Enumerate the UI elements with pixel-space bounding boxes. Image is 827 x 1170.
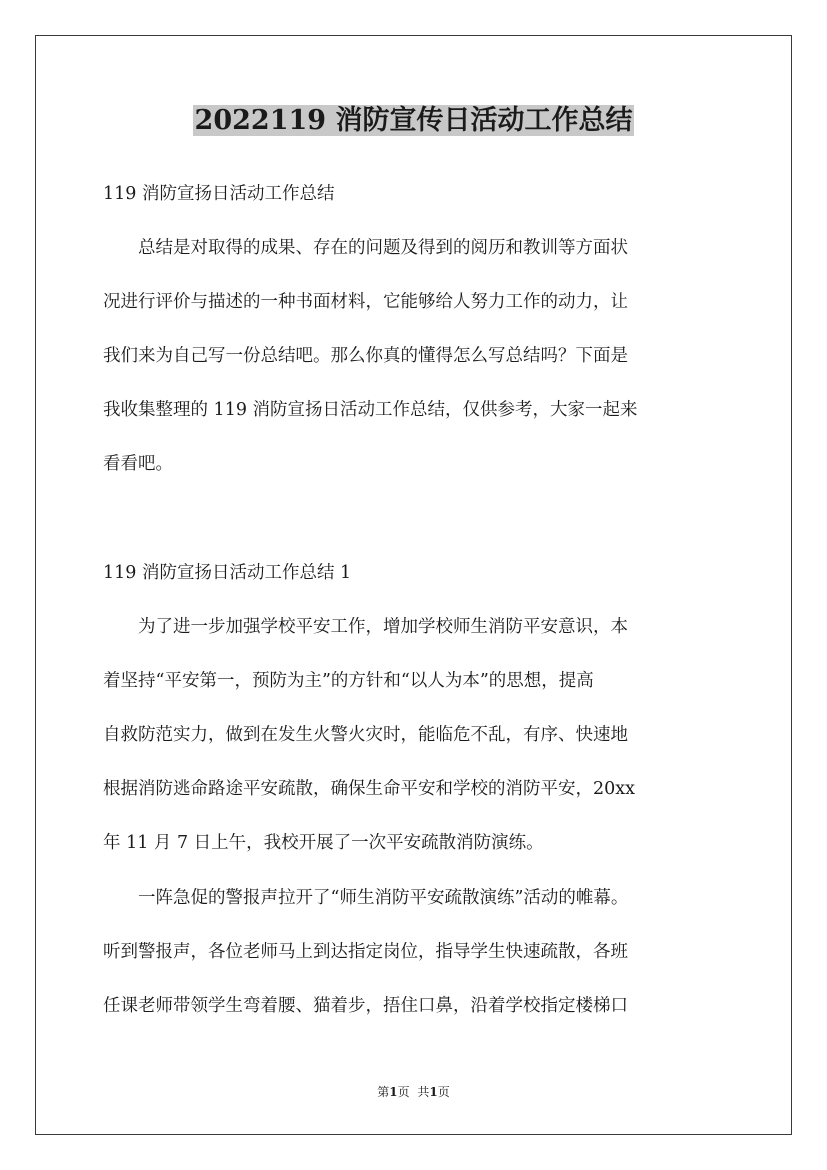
section1-heading <box>103 546 743 600</box>
paragraph-line: 我收集整理的 119 消防宣扬日活动工作总结，仅供参考，大家一起来 <box>103 400 638 420</box>
intro-paragraph <box>103 221 743 491</box>
paragraph-line: 自救防范实力，做到在发生火警火灾时，能临危不乱，有序、快速地 <box>103 725 628 745</box>
paragraph-line: 着坚持“平安第一，预防为主”的方针和“以人为本”的思想，提高 <box>103 671 594 691</box>
intro-heading <box>103 167 743 221</box>
paragraph-line: 听到警报声，各位老师马上到达指定岗位，指导学生快速疏散，各班 <box>103 942 628 962</box>
paragraph-line: 年 11 月 7 日上午，我校开展了一次平安疏散消防演练。 <box>103 833 544 853</box>
footer-page-prefix: 第 <box>377 1085 390 1099</box>
document-title <box>0 101 827 141</box>
footer-page-number: 1 <box>389 1085 398 1099</box>
footer-total-prefix: 共 <box>417 1085 430 1099</box>
paragraph-line: 况进行评价与描述的一种书面材料，它能够给人努力工作的动力，让 <box>103 292 628 312</box>
paragraph-line: 根据消防逃命路途平安疏散，确保生命平安和学校的消防平安，20xx <box>103 779 636 799</box>
intro-heading-text: 119 消防宣扬日活动工作总结 <box>103 184 335 204</box>
paragraph-line: 任课老师带领学生弯着腰、猫着步，捂住口鼻，沿着学校指定楼梯口 <box>103 996 628 1016</box>
section1-heading-text: 119 消防宣扬日活动工作总结 1 <box>103 563 352 583</box>
paragraph-line: 我们来为自己写一份总结吧。那么你真的懂得怎么写总结吗？下面是 <box>103 346 628 366</box>
page-footer <box>0 1083 827 1101</box>
paragraph-line: 一阵急促的警报声拉开了“师生消防平安疏散演练”活动的帷幕。 <box>103 888 629 908</box>
section1-paragraph-1 <box>103 600 743 870</box>
paragraph-line: 看看吧。 <box>103 454 173 474</box>
footer-page-suffix: 页 <box>397 1085 410 1099</box>
paragraph-line: 总结是对取得的成果、存在的问题及得到的阅历和教训等方面状 <box>103 238 628 258</box>
footer-total-suffix: 页 <box>437 1085 450 1099</box>
document-title-text: 2022119 消防宣传日活动工作总结 <box>194 105 633 136</box>
footer-total-number: 1 <box>429 1085 438 1099</box>
paragraph-line: 为了进一步加强学校平安工作，增加学校师生消防平安意识，本 <box>103 617 628 637</box>
section1-paragraph-2 <box>103 871 743 1033</box>
